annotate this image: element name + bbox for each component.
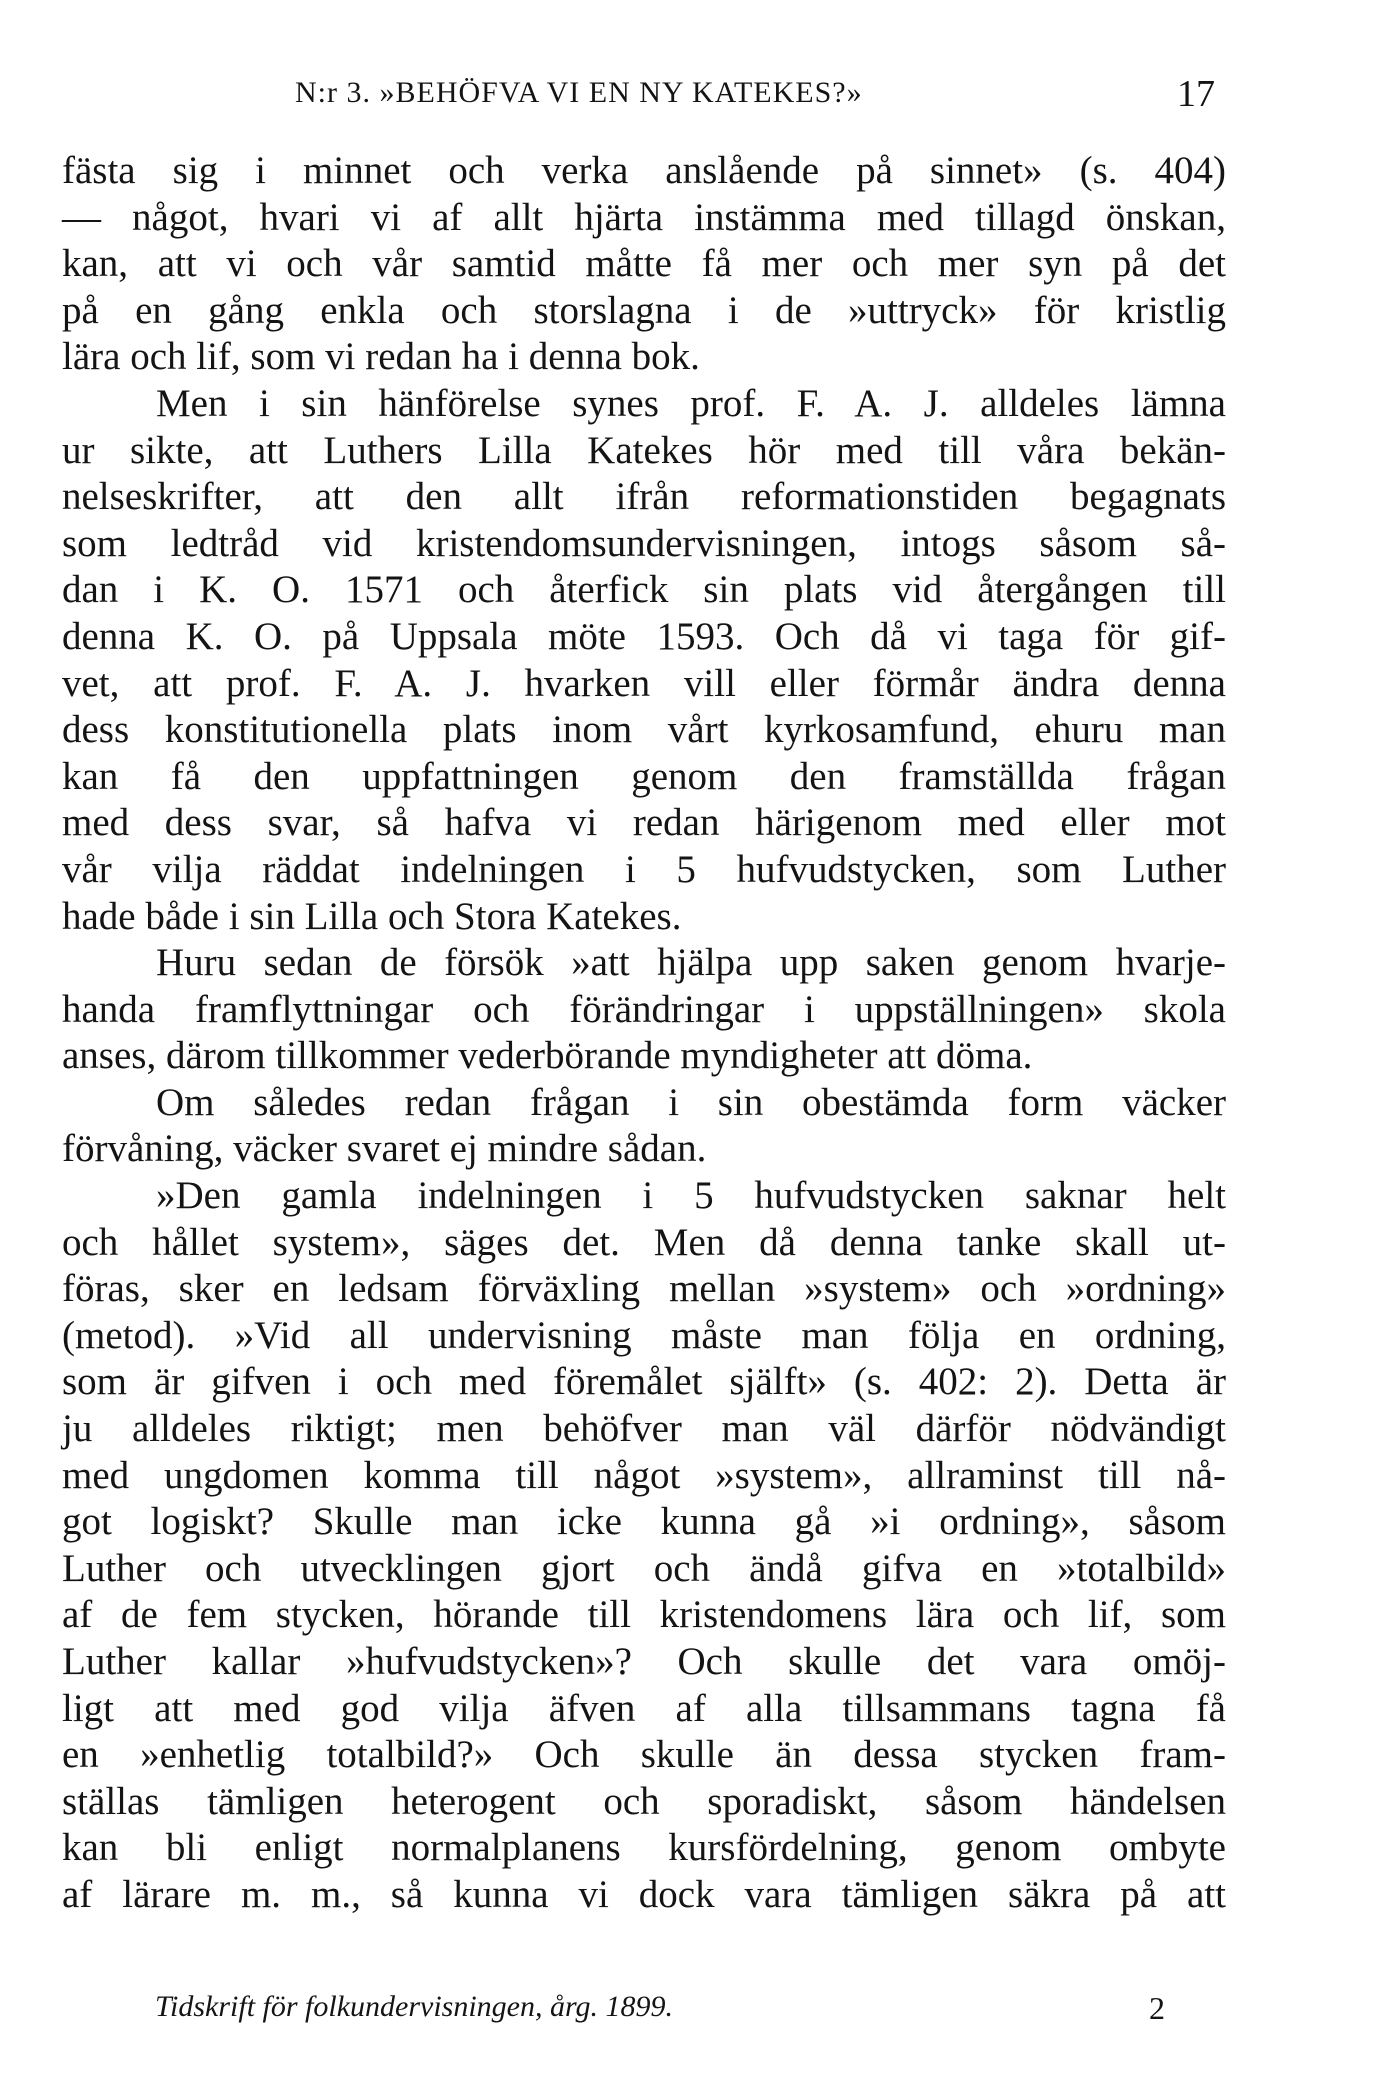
page-number: 17: [1177, 73, 1215, 115]
paragraph: [62, 381, 1226, 940]
text-line: förvåning, väcker svaret ej mindre sådan.: [62, 1127, 707, 1171]
text-line: Luther och utvecklingen gjort och ändå gifva en »totalbild»: [62, 1546, 1226, 1590]
text-line: »Den gamla indelningen i 5 hufvudstycken saknar helt: [156, 1174, 1226, 1218]
text-line: Om således redan frågan i sin obestämda form väcker: [156, 1080, 1226, 1124]
paragraph: [62, 940, 1226, 1080]
text-line: en »enhetlig totalbild?» Och skulle än dessa stycken fram-: [62, 1733, 1226, 1777]
journal-signature: Tidskrift för folkundervisningen, årg. 1899.: [155, 1990, 674, 2023]
text-line: fästa sig i minnet och verka anslående på sinnet» (s. 404): [62, 149, 1226, 192]
text-line: got logiskt? Skulle man icke kunna gå »i ordning», såsom: [62, 1500, 1226, 1544]
body-text: [62, 148, 1226, 1919]
page-footer: [155, 1990, 1165, 2024]
paragraph: [62, 148, 1226, 381]
text-line: Men i sin hänförelse synes prof. F. A. J. alldeles lämna: [156, 381, 1226, 425]
text-line: hade både i sin Lilla och Stora Katekes.: [62, 894, 682, 938]
text-line: som är gifven i och med föremålet själft» (s. 402: 2). Detta är: [62, 1360, 1226, 1404]
text-line: (metod). »Vid all undervisning måste man följa en ordning,: [62, 1313, 1226, 1357]
text-line: af lärare m. m., så kunna vi dock vara tämligen säkra på att: [62, 1872, 1226, 1916]
text-line: — något, hvari vi af allt hjärta instämma med tillagd önskan,: [62, 195, 1226, 239]
signature-mark: 2: [1149, 1990, 1165, 2026]
text-line: af de fem stycken, hörande till kristendomens lära och lif, som: [62, 1593, 1226, 1637]
text-line: anses, därom tillkommer vederbörande myndigheter att döma.: [62, 1034, 1033, 1078]
text-line: med dess svar, så hafva vi redan härigenom med eller mot: [62, 801, 1226, 845]
text-line: ligt att med god vilja äfven af alla tillsammans tagna få: [62, 1686, 1226, 1730]
text-line: kan få den uppfattningen genom den framställda frågan: [62, 754, 1226, 798]
text-line: ur sikte, att Luthers Lilla Katekes hör med till våra bekän-: [62, 428, 1226, 472]
text-line: Huru sedan de försök »att hjälpa upp saken genom hvarje-: [156, 941, 1226, 985]
paragraph: [62, 1080, 1226, 1173]
text-line: vet, att prof. F. A. J. hvarken vill eller förmår ändra denna: [62, 661, 1226, 705]
text-line: med ungdomen komma till något »system», allraminst till nå-: [62, 1453, 1226, 1497]
text-line: dess konstitutionella plats inom vårt kyrkosamfund, ehuru man: [62, 708, 1226, 752]
text-line: kan bli enligt normalplanens kursfördelning, genom ombyte: [62, 1826, 1226, 1870]
text-line: ju alldeles riktigt; men behöfver man väl därför nödvändigt: [62, 1407, 1226, 1451]
running-header: [295, 73, 1215, 128]
running-title: N:r 3. »BEHÖFVA VI EN NY KATEKES?»: [295, 76, 863, 109]
text-line: kan, att vi och vår samtid måtte få mer och mer syn på det: [62, 242, 1226, 286]
text-line: handa framflyttningar och förändringar i uppställningen» skola: [62, 987, 1226, 1031]
text-line: Luther kallar »hufvudstycken»? Och skulle det vara omöj-: [62, 1640, 1226, 1683]
text-line: dan i K. O. 1571 och återfick sin plats vid återgången till: [62, 568, 1226, 612]
text-line: föras, sker en ledsam förväxling mellan »system» och »ordning»: [62, 1267, 1226, 1311]
text-line: denna K. O. på Uppsala möte 1593. Och då vi taga för gif-: [62, 614, 1226, 658]
paragraph: [62, 1173, 1226, 1919]
text-line: som ledtråd vid kristendomsundervisningen, intogs såsom så-: [62, 521, 1226, 565]
text-line: på en gång enkla och storslagna i de »uttryck» för kristlig: [62, 288, 1226, 332]
text-line: nelseskrifter, att den allt ifrån reformationstiden begagnats: [62, 475, 1226, 519]
text-line: vår vilja räddat indelningen i 5 hufvudstycken, som Luther: [62, 847, 1226, 891]
text-line: och hållet system», säges det. Men då denna tanke skall ut-: [62, 1220, 1226, 1264]
text-line: ställas tämligen heterogent och sporadiskt, såsom händelsen: [62, 1779, 1226, 1823]
text-line: lära och lif, som vi redan ha i denna bok.: [62, 335, 700, 379]
